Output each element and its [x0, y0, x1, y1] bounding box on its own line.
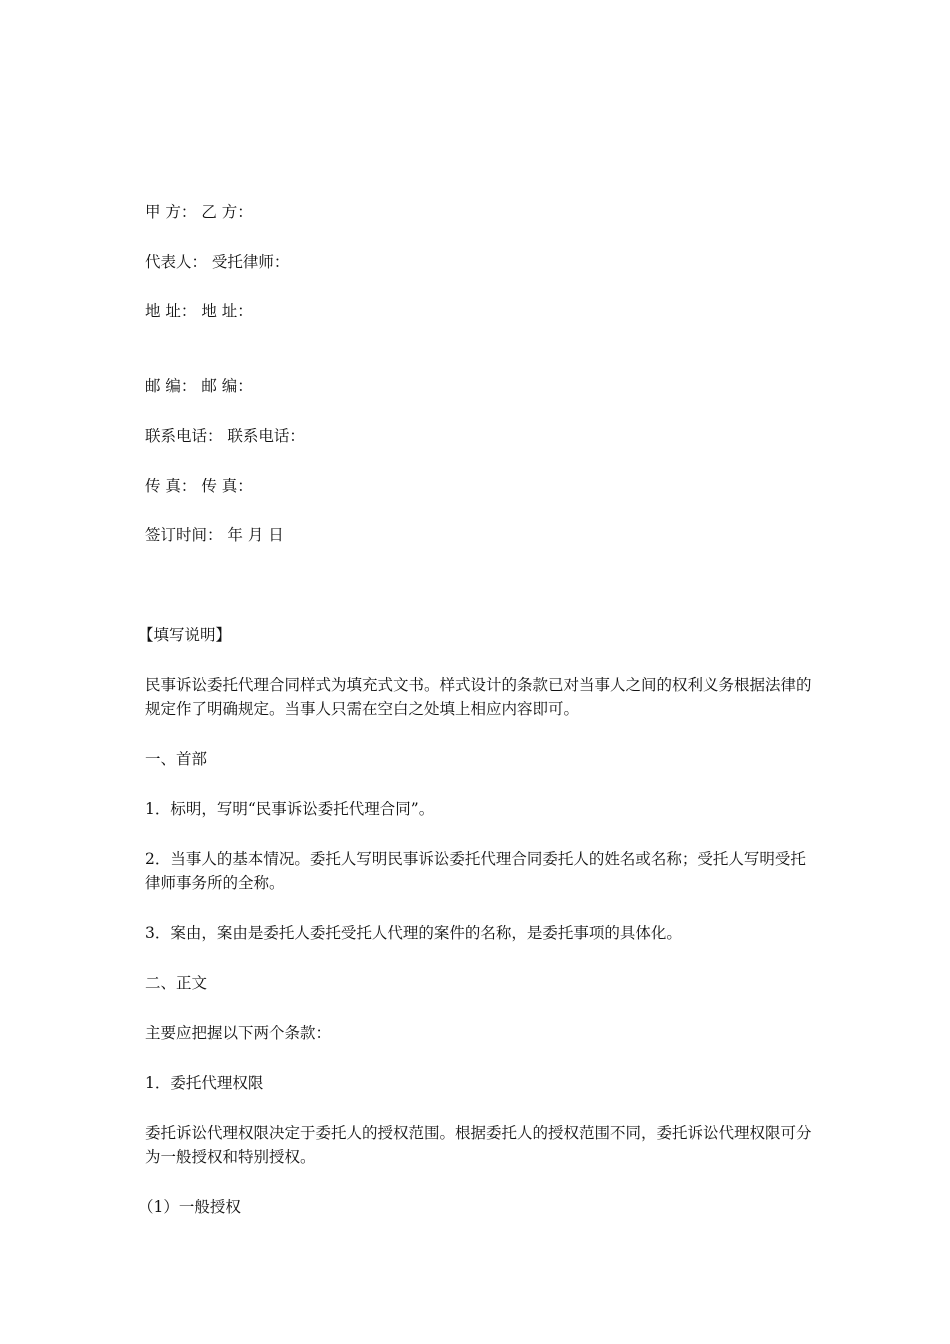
- section-2-heading: 二、正文: [145, 974, 208, 992]
- item-2-1: 1．委托代理权限: [145, 1074, 264, 1092]
- item-2-1-a: （1）一般授权: [138, 1198, 241, 1216]
- item-1-3: 3．案由，案由是委托人委托受托人代理的案件的名称，是委托事项的具体化。: [145, 924, 682, 942]
- section-2-intro: 主要应把握以下两个条款：: [145, 1024, 332, 1042]
- phone-line: 联系电话： 联系电话：: [145, 427, 305, 445]
- item-2-1-desc: 委托诉讼代理权限决定于委托人的授权范围。根据委托人的授权范围不同，委托诉讼代理权限可分为一般授权和特别授权。: [145, 1124, 812, 1166]
- instructions-title: 【填写说明】: [138, 626, 232, 644]
- representative-line: 代表人： 受托律师：: [145, 253, 290, 271]
- item-1-2: 2．当事人的基本情况。委托人写明民事诉讼委托代理合同委托人的姓名或名称；受托人写明受托律师事务所的全称。: [145, 850, 806, 892]
- item-1-1: 1．标明，写明“民事诉讼委托代理合同”。: [145, 800, 435, 818]
- section-1-heading: 一、首部: [145, 750, 208, 768]
- postcode-line: 邮 编： 邮 编：: [145, 377, 253, 395]
- fax-line: 传 真： 传 真：: [145, 477, 253, 495]
- party-a-b-line: 甲 方： 乙 方：: [145, 203, 253, 221]
- instructions-intro: 民事诉讼委托代理合同样式为填充式文书。样式设计的条款已对当事人之间的权利义务根据法律的规定作了明确规定。当事人只需在空白之处填上相应内容即可。: [145, 676, 812, 718]
- signing-date-line: 签订时间： 年 月 日: [145, 526, 284, 544]
- address-line: 地 址： 地 址：: [145, 302, 253, 320]
